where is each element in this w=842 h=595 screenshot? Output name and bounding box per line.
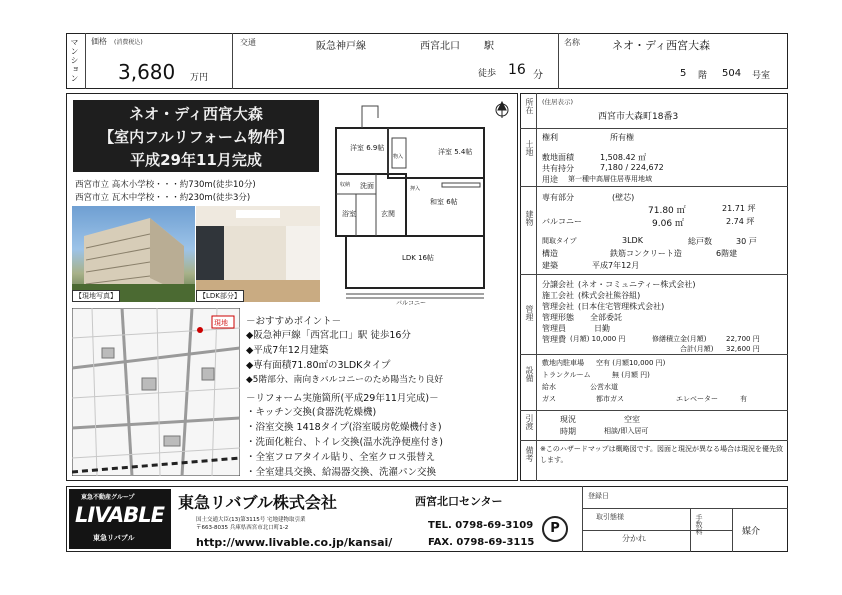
reform-title: －リフォーム実施箇所(平成29年11月完成)－ [246, 393, 439, 404]
room-interior-icon [196, 206, 320, 302]
zoning-value: 第一種中高層住居専用地域 [568, 175, 652, 183]
fee-monthly: (月額) 10,000 円 [570, 335, 626, 343]
status-value: 空室 [624, 415, 640, 424]
point-1: ◆阪急神戸線「西宮北口」駅 徒歩16分 [246, 330, 411, 341]
address-text: 〒663-8035 兵庫県西宮市北口町1-2 [196, 525, 289, 531]
reform-item-4: ・全室フロアタイル貼り、全室クロス張替え [246, 452, 436, 463]
handover-label: 引渡 [525, 414, 534, 430]
title-banner [73, 100, 319, 172]
total-value: 32,600 円 [726, 345, 760, 353]
built-label: 建築 [542, 261, 558, 270]
value-label: 分かれ [622, 534, 646, 543]
structure-label: 構造 [542, 249, 558, 258]
fee-footer-label: 手数料 [695, 514, 703, 535]
room-label-9: 収納 [340, 182, 351, 188]
area-map [72, 308, 240, 476]
mgmt-label: 管理 [525, 305, 534, 321]
trunk-value: 無 (月額 円) [612, 371, 650, 379]
room-label-5: 浴室 [342, 210, 356, 218]
remark-note: ※このハザードマップは概略図です。図面と現況が異なる場合は現況を優先致します。 [540, 445, 784, 464]
building-label: 建物 [525, 210, 534, 226]
mgmt-form-label: 管理形態 [542, 313, 574, 322]
exclusive-label: 専有部分 [542, 193, 574, 202]
rights-label: 権利 [542, 133, 558, 142]
floor-label: 階 [698, 71, 708, 81]
repair-label: 修繕積立金(月額) [652, 335, 707, 343]
tel-text: TEL. 0798-69-3109 [428, 520, 534, 531]
units-label: 総戸数 [688, 237, 712, 246]
walk-unit: 分 [533, 70, 543, 81]
gas-label: ガス [542, 395, 556, 403]
balcony-tsubo: 2.74 坪 [726, 217, 755, 226]
rights-value: 所有権 [610, 133, 634, 142]
room-label-7: 玄関 [381, 210, 395, 218]
walk-minutes: 16 [508, 62, 526, 78]
logo-subtext: 東急リバブル [93, 534, 135, 542]
station-name: 西宮北口 [420, 41, 460, 52]
room-value: 504 [722, 68, 742, 79]
repair-value: 22,700 円 [726, 335, 760, 343]
price-unit: 万円 [190, 73, 209, 83]
mgmt-form-value: 全部委託 [590, 313, 622, 322]
room-label: 号室 [752, 71, 771, 81]
line-name: 阪急神戸線 [316, 41, 366, 52]
school-2: 西宮市立 瓦木中学校・・・約230m(徒歩3分) [75, 193, 251, 203]
station-suffix: 駅 [484, 41, 494, 52]
fax-text: FAX. 0798-69-3115 [428, 537, 535, 548]
livable-logo [69, 489, 171, 549]
zoning-label: 用途 [542, 175, 558, 184]
builder-value: (株式会社熊谷組) [578, 291, 641, 300]
floors-value: 6階建 [716, 249, 738, 258]
land-label: 土地 [525, 140, 534, 156]
price-tax-note: (消費税込) [114, 39, 143, 46]
seller-value: (ネオ・コミュニティー株式会社) [578, 280, 696, 289]
exclusive-value: 71.80 ㎡ [648, 206, 686, 216]
company-name: 東急リバブル株式会社 [178, 493, 337, 512]
price-value: 3,680 [118, 60, 176, 84]
reform-item-2: ・浴室交換 1418タイプ(浴室暖房乾燥機付き) [246, 422, 442, 433]
status-label: 現況 [560, 415, 576, 424]
site-area-label: 敷地面積 [542, 153, 574, 162]
logo-small-text: 東急不動産グループ [81, 494, 135, 501]
room-label-4: LDK 16帖 [402, 254, 435, 262]
logo-text: LIVABLE [75, 503, 165, 527]
banner-line-3: 平成29年11月完成 [130, 151, 262, 169]
seller-label: 分譲会社 [542, 280, 574, 289]
remark-label: 備考 [525, 446, 534, 462]
brokerage-label: 媒介 [742, 527, 761, 537]
certification-mark-icon: P [542, 516, 568, 542]
fee-label: 管理費 [542, 335, 566, 344]
exclusive-note: (壁芯) [612, 193, 635, 202]
room-label-6: 洗面 [360, 182, 374, 190]
elevator-value: 有 [740, 395, 747, 403]
license-text: 国土交通大臣(13)第3115号 宅地建物取引業 [196, 517, 306, 523]
map-marker-label: 現地 [214, 319, 228, 327]
property-name: ネオ・ディ西宮大森 [612, 39, 711, 52]
building-photo [72, 206, 195, 302]
walk-label: 徒歩 [478, 69, 497, 79]
date-label: 登録日 [588, 492, 609, 500]
facility-label: 設備 [525, 366, 534, 382]
parking-value: 空有 (月額10,000 円) [596, 359, 666, 367]
trade-label: 取引態様 [596, 513, 624, 521]
structure-value: 鉄筋コンクリート造 [610, 249, 682, 258]
parking-label: 敷地内駐車場 [542, 359, 584, 367]
builder-label: 施工会社 [542, 291, 574, 300]
room-label-2: 洋室 5.4帖 [438, 148, 473, 156]
total-label: 合計(月額) [680, 345, 714, 353]
name-label: 名称 [564, 38, 580, 47]
time-label: 時期 [560, 427, 576, 436]
water-value: 公営水道 [590, 383, 618, 391]
trunk-label: トランクルーム [542, 371, 591, 379]
reform-item-5: ・全室建具交換、給湯器交換、洗濯パン交換 [246, 467, 437, 478]
reform-item-1: ・キッチン交換(食器洗乾燥機) [246, 407, 377, 418]
layout-value: 3LDK [622, 236, 643, 245]
room-label-3: 和室 6帖 [430, 198, 458, 206]
price-label: 価格 [91, 37, 107, 46]
company-url[interactable]: http://www.livable.co.jp/kansai/ [196, 536, 393, 549]
north-arrow-icon [496, 102, 508, 118]
side-label: マンション [70, 38, 79, 83]
point-4: ◆5階部分、南向きバルコニーのため陽当たり良好 [246, 375, 444, 385]
transport-label: 交通 [240, 38, 256, 47]
share-label: 共有持分 [542, 164, 574, 173]
floor-plan [326, 98, 514, 306]
point-3: ◆専有面積71.80㎡の3LDKタイプ [246, 360, 391, 371]
exclusive-tsubo: 21.71 坪 [722, 204, 756, 213]
balcony-label: バルコニー [396, 300, 427, 306]
water-label: 給水 [542, 383, 556, 391]
school-1: 西宮市立 高木小学校・・・約730m(徒歩10分) [75, 180, 256, 190]
elevator-label: エレベーター [676, 395, 718, 403]
site-area-value: 1,508.42 ㎡ [600, 153, 647, 162]
share-value: 7,180 / 224,672 [600, 163, 664, 172]
mgmt-staff-value: 日勤 [594, 324, 610, 333]
gas-value: 都市ガス [596, 395, 624, 403]
reform-item-3: ・洗面化粧台、トイレ交換(温水洗浄便座付き) [246, 437, 443, 448]
units-value: 30 戸 [736, 237, 757, 246]
photo2-caption: 【LDK部分】 [196, 290, 244, 302]
points-title: －おすすめポイント－ [246, 316, 342, 327]
building-icon [72, 206, 195, 302]
point-2: ◆平成7年12月建築 [246, 345, 329, 356]
balcony-value: 9.06 ㎡ [652, 219, 684, 229]
banner-line-2: 【室内フルリフォーム物件】 [99, 128, 293, 146]
time-value: 相談/即入居可 [604, 427, 649, 435]
banner-line-1: ネオ・ディ西宮大森 [129, 105, 263, 123]
built-value: 平成7年12月 [592, 261, 640, 270]
floor-value: 5 [680, 68, 687, 79]
room-label-10: 押入 [410, 186, 421, 192]
room-label-1: 洋室 6.9帖 [350, 144, 385, 152]
layout-label: 間取タイプ [542, 237, 577, 245]
room-label-8: 物入 [393, 154, 404, 160]
address-note: (住居表示) [542, 98, 574, 106]
ldk-photo [196, 206, 320, 302]
photo1-caption: 【現地写真】 [72, 290, 120, 302]
address-label: 所在 [525, 98, 534, 114]
address-value: 西宮市大森町18番3 [598, 112, 679, 122]
mgmt-company-value: (日本住宅管理株式会社) [578, 302, 665, 311]
mgmt-company-label: 管理会社 [542, 302, 574, 311]
balcony-label: バルコニー [542, 217, 582, 226]
mgmt-staff-label: 管理員 [542, 324, 566, 333]
center-name: 西宮北口センター [415, 495, 503, 508]
